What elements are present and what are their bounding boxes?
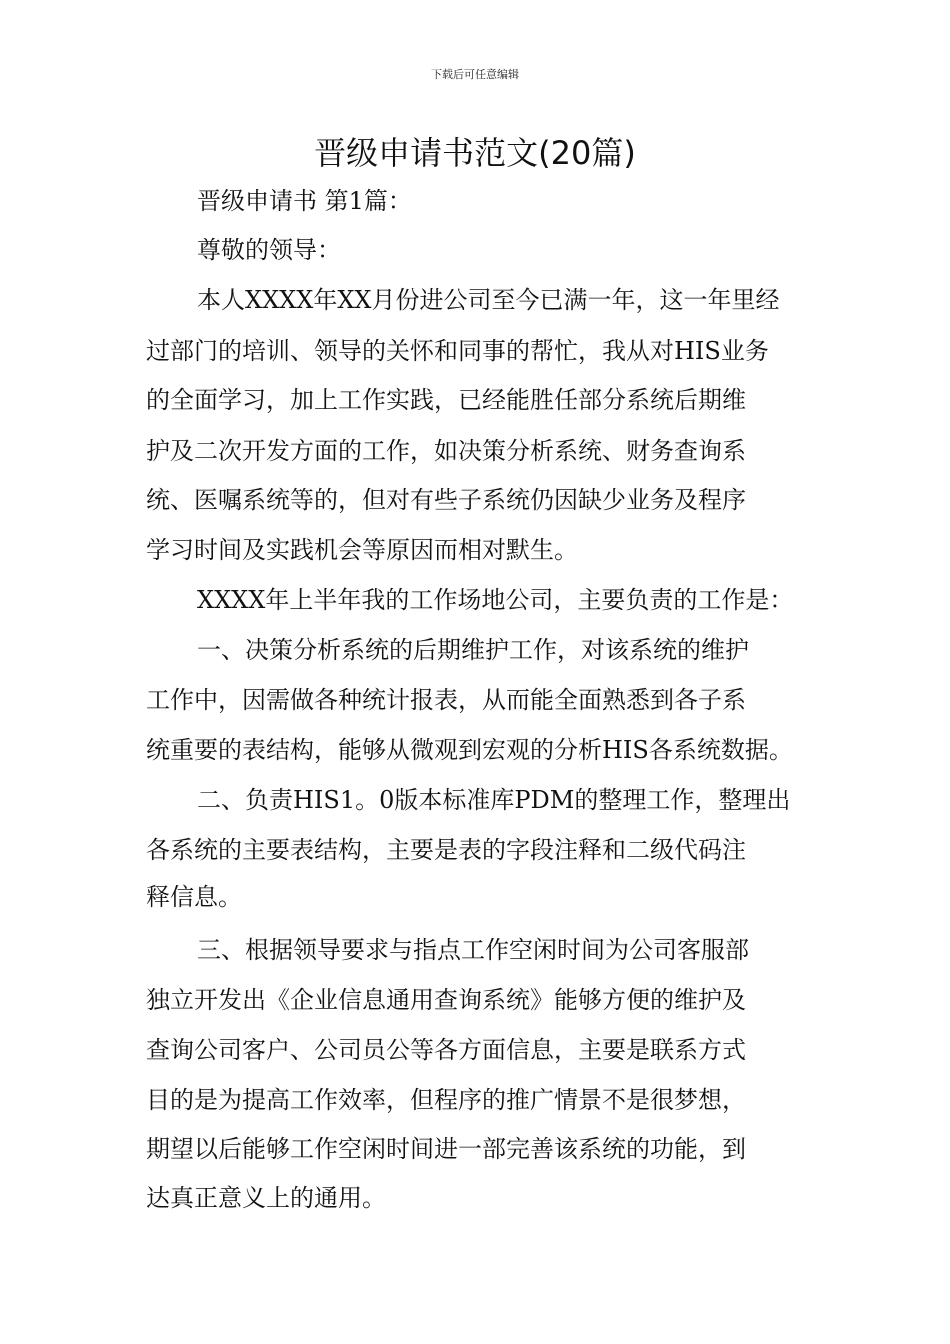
paragraph-line: 达真正意义上的通用。 — [146, 1184, 386, 1212]
paragraph-line: 统重要的表结构，能够从微观到宏观的分析HIS各系统数据。 — [146, 736, 793, 764]
salutation: 尊敬的领导： — [197, 236, 341, 264]
paragraph-line: 过部门的培训、领导的关怀和同事的帮忙，我从对HIS业务 — [146, 337, 769, 365]
paragraph-line: 本人XXXX年XX月份进公司至今已满一年，这一年里经 — [197, 286, 780, 314]
paragraph-line: 查询公司客户、公司员公等各方面信息，主要是联系方式 — [146, 1036, 746, 1064]
header-note: 下载后可任意编辑 — [431, 68, 519, 81]
paragraph-line: 学习时间及实践机会等原因而相对默生。 — [146, 536, 578, 564]
paragraph-line: 工作中，因需做各种统计报表，从而能全面熟悉到各子系 — [146, 686, 746, 714]
paragraph-line: 释信息。 — [146, 883, 242, 911]
paragraph-line: XXXX年上半年我的工作场地公司，主要负责的工作是： — [197, 586, 794, 614]
paragraph-line: 期望以后能够工作空闲时间进一部完善该系统的功能，到 — [146, 1135, 746, 1163]
document-title: 晋级申请书范文(20篇) — [314, 134, 636, 172]
paragraph-line: 二、负责HIS1。0版本标准库PDM的整理工作，整理出 — [197, 786, 791, 814]
paragraph-line: 护及二次开发方面的工作，如决策分析系统、财务查询系 — [146, 437, 746, 465]
section-heading: 晋级申请书 第1篇： — [197, 187, 412, 215]
paragraph-line: 统、医嘱系统等的，但对有些子系统仍因缺少业务及程序 — [146, 486, 746, 514]
paragraph-line: 独立开发出《企业信息通用查询系统》能够方便的维护及 — [146, 986, 746, 1014]
paragraph-line: 三、根据领导要求与指点工作空闲时间为公司客服部 — [197, 936, 749, 964]
paragraph-line: 目的是为提高工作效率，但程序的推广情景不是很梦想， — [146, 1086, 746, 1114]
paragraph-line: 的全面学习，加上工作实践，已经能胜任部分系统后期维 — [146, 386, 746, 414]
paragraph-line: 各系统的主要表结构，主要是表的字段注释和二级代码注 — [146, 836, 746, 864]
paragraph-line: 一、决策分析系统的后期维护工作，对该系统的维护 — [197, 636, 749, 664]
